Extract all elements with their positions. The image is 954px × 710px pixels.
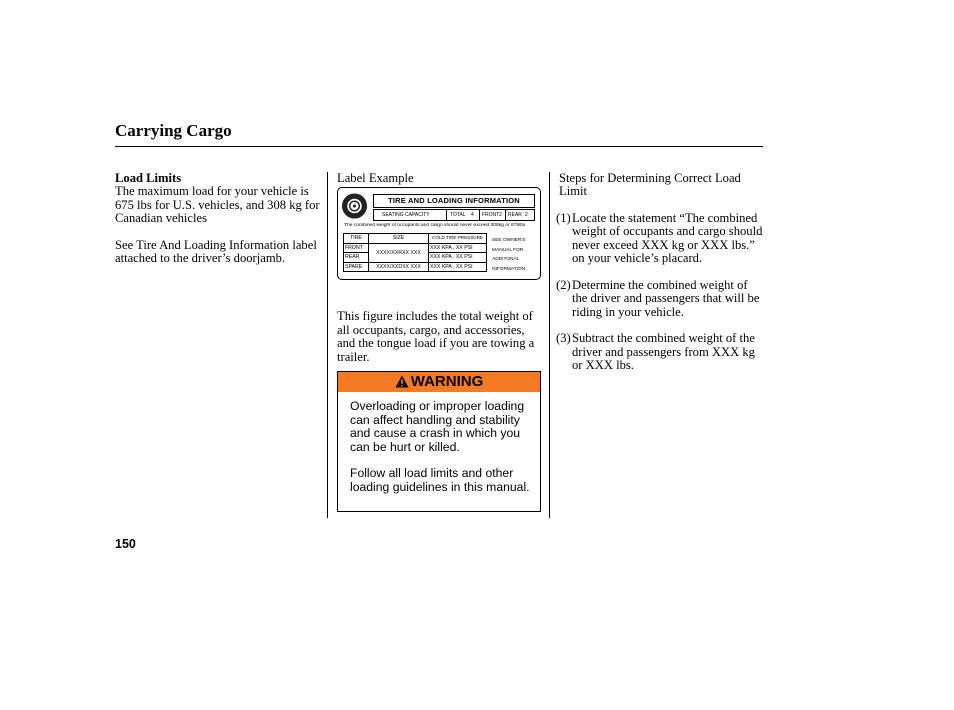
load-limits-column [115,172,320,265]
row-tire: REAR [344,253,369,263]
step-item: (1) Locate the statement “The combined weight of occupants and cargo should never exceed XXX kg or XXX lbs.” on your vehicle’s placard. [556,210,763,266]
seating-capacity-row [373,209,535,221]
row-tire: FRONT [344,243,369,253]
total-label: TOTAL [450,212,466,218]
seating-capacity-label: SEATING CAPACITY [382,212,430,218]
warning-header [338,372,540,392]
warning-body [350,400,535,495]
max-load-paragraph: The maximum load for your vehicle is 675 lbs for U.S. vehicles, and 308 kg for Canadian vehicles [115,184,320,226]
label-example-caption: Label Example [337,171,414,185]
header-pressure: COLD TIRE PRESSURE [429,234,487,244]
rear-label: REAR [508,212,522,218]
header-tire: TIRE [344,234,369,244]
warning-box [337,371,541,512]
row-size: XXXX/XXDXX XXX [369,262,429,272]
label-reference-paragraph: See Tire And Loading Information label attached to the driver’s doorjamb. [115,237,317,266]
row-size: XXXX/XXRXX XXX [369,243,429,262]
row-pressure: XXX KPA , XX PSI [429,253,487,263]
steps-list [556,210,764,373]
warning-triangle-icon [395,375,409,388]
step-item: (2) Determine the combined weight of the driver and passengers that will be riding in your vehicle. [556,277,760,319]
tire-pressure-table [343,233,487,272]
page-title: Carrying Cargo [115,121,232,140]
tire-loading-label [337,187,541,280]
label-title: TIRE AND LOADING INFORMATION [373,194,535,208]
load-limits-heading: Load Limits [115,171,182,185]
page-number: 150 [115,537,136,551]
row-pressure: XXX KPA , XX PSI [429,243,487,253]
column-divider [549,172,550,518]
warning-word: WARNING [410,373,484,390]
row-tire: SPARE [344,262,369,272]
front-label: FRONT [482,212,500,218]
warning-paragraph: Follow all load limits and other loading guidelines in this manual. [350,466,530,494]
tire-icon [341,192,368,220]
steps-heading: Steps for Determining Correct Load Limit [559,171,741,199]
warning-paragraph: Overloading or improper loading can affect handling and stability and cause a crash in which you can be hurt or killed. [350,399,525,454]
row-pressure: XXX KPA , XX PSI [429,262,487,272]
total-value: 4 [471,212,474,218]
rear-value: 2 [525,212,528,218]
combined-weight-text: The combined weight of occupants and cargo should never exceed 308kg or 675lbs. [344,223,527,228]
step-item: (3) Subtract the combined weight of the driver and passengers from XXX kg or XXX lbs. [556,331,755,373]
figure-description: This figure includes the total weight of all occupants, cargo, and accessories, and the tongue load if you are towing a trailer. [337,309,535,364]
column-divider [327,172,328,518]
owners-manual-note: SEE OWNER'S MANUAL FOR ADDITONAL INFORMATION [492,238,526,272]
title-divider [115,146,763,147]
front-value: 2 [499,212,502,218]
load-steps-column [556,171,764,386]
header-size: SIZE [369,234,429,244]
